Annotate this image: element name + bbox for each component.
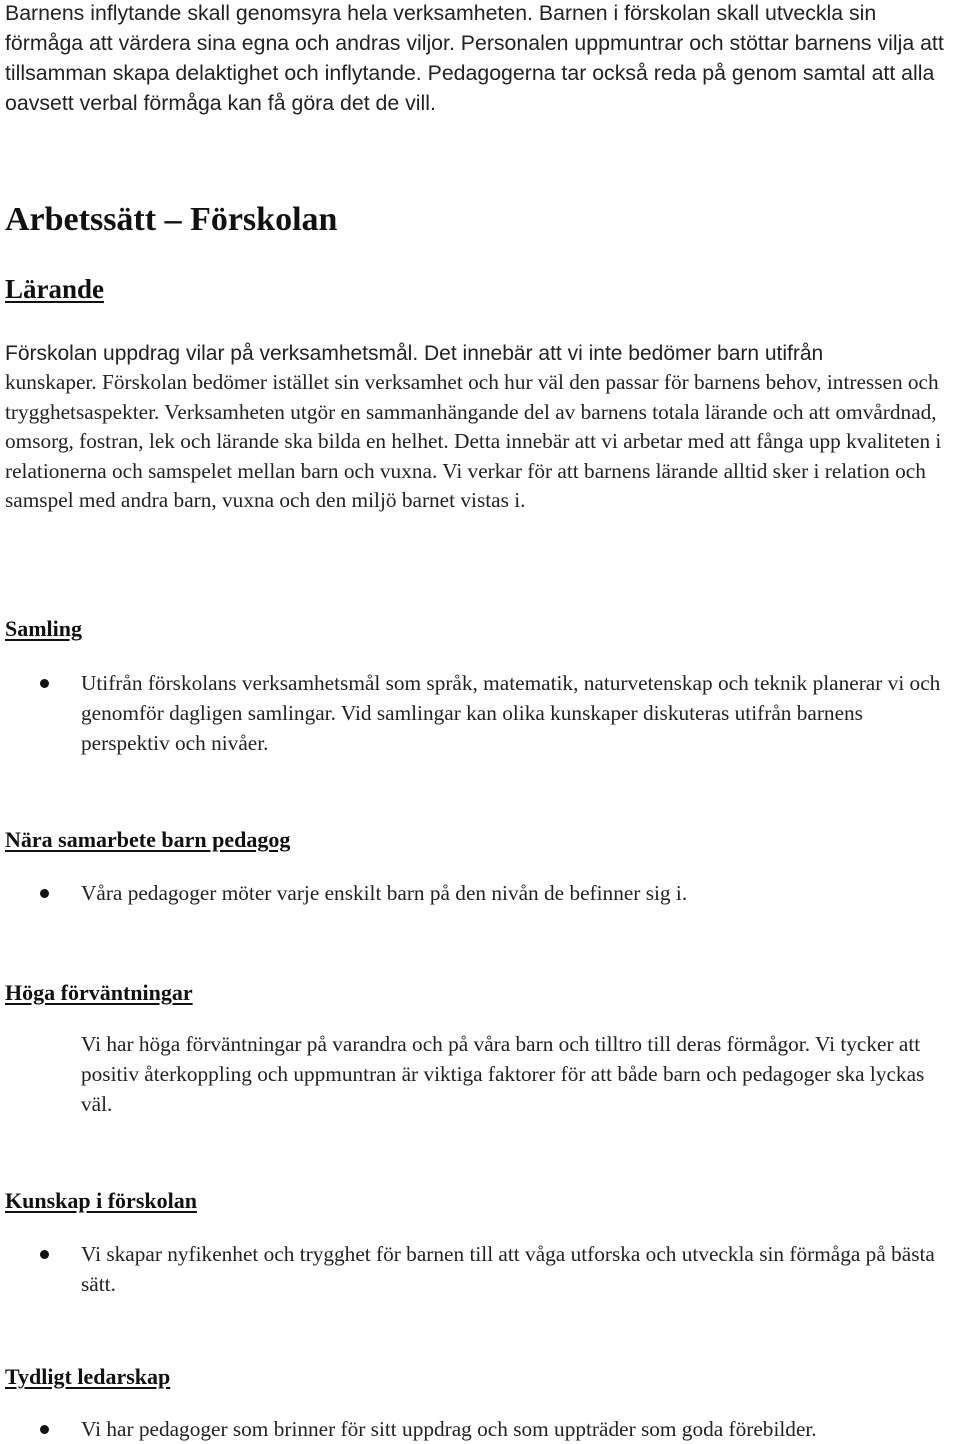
list-item-text: Våra pedagoger möter varje enskilt barn på den nivån de befinner sig i. [81, 881, 688, 905]
larande-paragraph: kunskaper. Förskolan bedömer istället sin verksamhet och hur väl den passar för barnens behov, intressen och trygghetsaspekter. Verksamheten utgör en sammanhängande del av barnens totala lärande och att omvårdnad, omsorg, fostran, lek och lärande ska bilda en helhet. Detta innebär att vi arbetar med att fånga upp kvaliteten i relationerna och samspelet mellan barn och vuxna. Vi verkar för att barnens lärande alltid sker i relation och samspel med andra barn, vuxna och den miljö barnet vistas i. [5, 370, 942, 512]
intro-paragraph: Barnens inflytande skall genomsyra hela verksamheten. Barnen i förskolan skall utveckla sin förmåga att värdera sina egna och andras viljor. Personalen uppmuntrar och stöttar barnens vilja att tillsamman skapa delaktighet och inflytande. Pedagogerna tar också reda på genom samtal att alla oavsett verbal förmåga kan få göra det de vill. [5, 1, 944, 115]
list-item-text: Vi har höga förväntningar på varandra och på våra barn och tilltro till deras förmågor. Vi tycker att positiv återkoppling och uppmuntran är viktiga faktorer för att både barn och pedagoger ska lyckas väl. [81, 1032, 925, 1116]
bullet-icon [40, 1425, 49, 1434]
bullet-icon [40, 679, 49, 688]
larande-first-line: Förskolan uppdrag vilar på verksamhetsmål. Det innebär att vi inte bedömer barn utifrån [5, 342, 824, 365]
bullet-icon [40, 889, 49, 898]
page-title: Arbetssätt – Förskolan [5, 201, 338, 238]
section-title-larande: Lärande [5, 274, 105, 304]
section-title-samling: Samling [5, 616, 83, 641]
section-title-kunskap: Kunskap i förskolan [5, 1188, 197, 1213]
section-title-hoga-forvantningar: Höga förväntningar [5, 980, 193, 1005]
list-item-text: Utifrån förskolans verksamhetsmål som språk, matematik, naturvetenskap och teknik planerar vi och genomför dagligen samlingar. Vid samlingar kan olika kunskaper diskuteras utifrån barnens perspektiv och nivåer. [81, 671, 941, 755]
bullet-icon [40, 1250, 49, 1259]
section-title-ledarskap: Tydligt ledarskap [5, 1364, 171, 1389]
list-item-text: Vi har pedagoger som brinner för sitt uppdrag och som uppträder som goda förebilder. [81, 1417, 817, 1441]
section-title-nara-samarbete: Nära samarbete barn pedagog [5, 827, 291, 852]
list-item-text: Vi skapar nyfikenhet och trygghet för barnen till att våga utforska och utveckla sin förmåga på bästa sätt. [81, 1242, 935, 1296]
